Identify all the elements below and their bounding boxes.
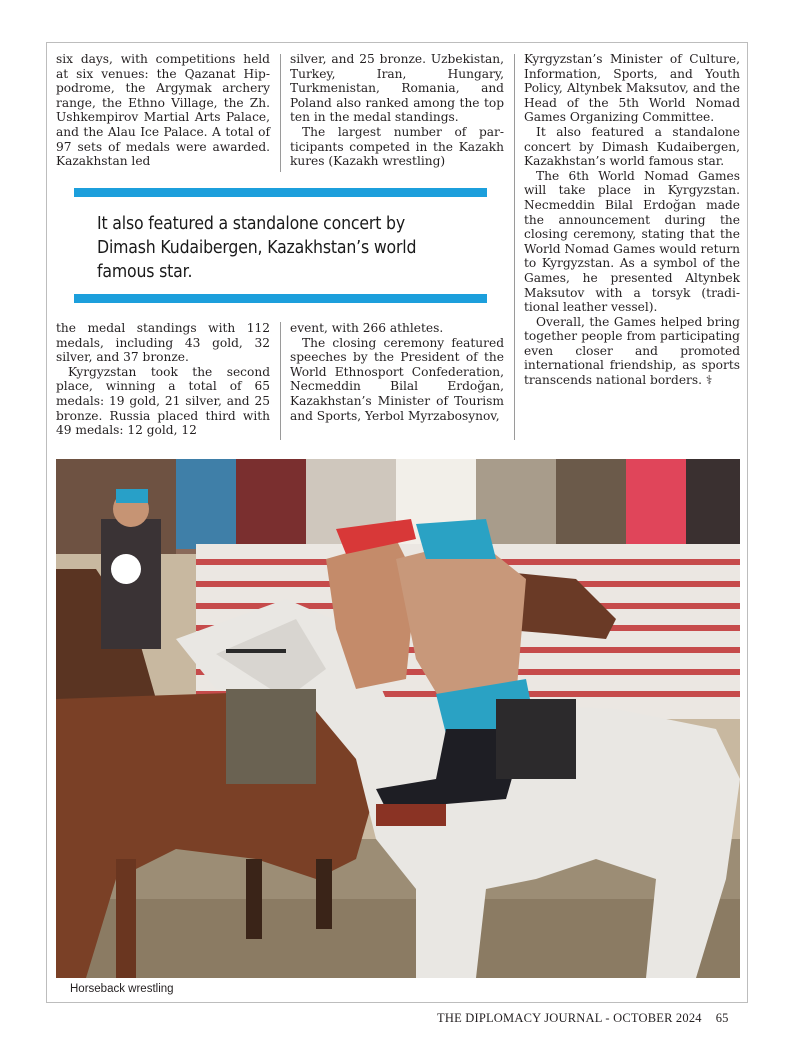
page-number: 65: [715, 1011, 729, 1025]
publication-name: THE DIPLOMACY JOURNAL - OCTOBER 2024: [437, 1011, 702, 1025]
paragraph: event, with 266 athletes.: [290, 321, 444, 335]
photo-caption: Horseback wrestling: [70, 983, 174, 995]
pull-quote-top-bar: [74, 188, 487, 197]
horseback-wrestling-photo: [56, 459, 740, 978]
end-mark-icon: ⚕: [705, 373, 713, 388]
paragraph: The largest number of participants competed in the Kazakh kures (Kazakh wrestling): [290, 124, 504, 169]
saddle-pad: [496, 699, 576, 779]
column-divider: [280, 54, 281, 172]
paragraph: the medal standings with 112 medals, including 43 gold, 32 silver, and 37 bronze.: [56, 321, 270, 365]
saddle: [226, 689, 316, 784]
column-1-bottom: [56, 321, 270, 438]
paragraph: Kyrgyzstan’s Minister of Culture, Information, Sports, and Youth Policy, Altynbek Maksutov, and the Head of the 5th World Nomad Games Organizing Committee.: [524, 52, 740, 125]
column-1-top: [56, 52, 270, 169]
paragraph: It also featured a standalone concert by Dimash Kudaibergen, Kazakhstan’s world famous star.: [524, 124, 740, 169]
paragraph: The 6th World Nomad Games will take place in Kyrgyzstan. Necmeddin Bilal Erdoğan made the announcement during the closing ceremony, stating that the World Nomad Games would return to Kyrgyzstan. As a symbol of the Games, he presented Altynbek Maksutov with a torsyk (traditional leather vessel).: [524, 168, 740, 315]
paragraph: [524, 315, 740, 388]
column-2-top: [290, 52, 504, 169]
column-divider: [514, 54, 515, 440]
column-2-bottom: [290, 321, 504, 423]
pull-quote-bottom-bar: [74, 294, 487, 303]
paragraph: six days, with competitions held at six venues: the Qazanat Hippodrome, the Argymak archery range, the Ethno Village, the Zh. Ushkempirov Martial Arts Palace, and the Alau Ice Palace. A total of 97 sets of medals were awarded. Kazakhstan led: [56, 52, 270, 169]
paragraph: The closing ceremony featured speeches by the President of the World Ethnosport Confederation, Necmeddin Bilal Erdoğan, Kazakhstan’s Minister of Tourism and Sports, Yerbol Myrzabosynov,: [290, 335, 504, 423]
paragraph-text: Overall, the Games helped bring together people from participating even closer and promoted international friendship, as sports transcends national borders.: [524, 314, 740, 388]
pull-quote: It also featured a standalone concert by Dimash Kudaibergen, Kazakhstan’s world famous star.: [97, 214, 417, 282]
column-3: [524, 52, 740, 388]
column-divider: [280, 322, 281, 440]
page-footer: [437, 1011, 729, 1026]
paragraph: silver, and 25 bronze. Uzbekistan, Turkey, Iran, Hungary, Turkmenistan, Romania, and Poland also ranked among the top ten in the medal standings.: [290, 52, 504, 125]
paragraph: Kyrgyzstan took the second place, winning a total of 65 medals: 19 gold, 21 silver, and 25 bronze. Russia placed third with 49 medals: 12 gold, 12: [56, 364, 270, 438]
photo-illustration: [56, 459, 740, 978]
